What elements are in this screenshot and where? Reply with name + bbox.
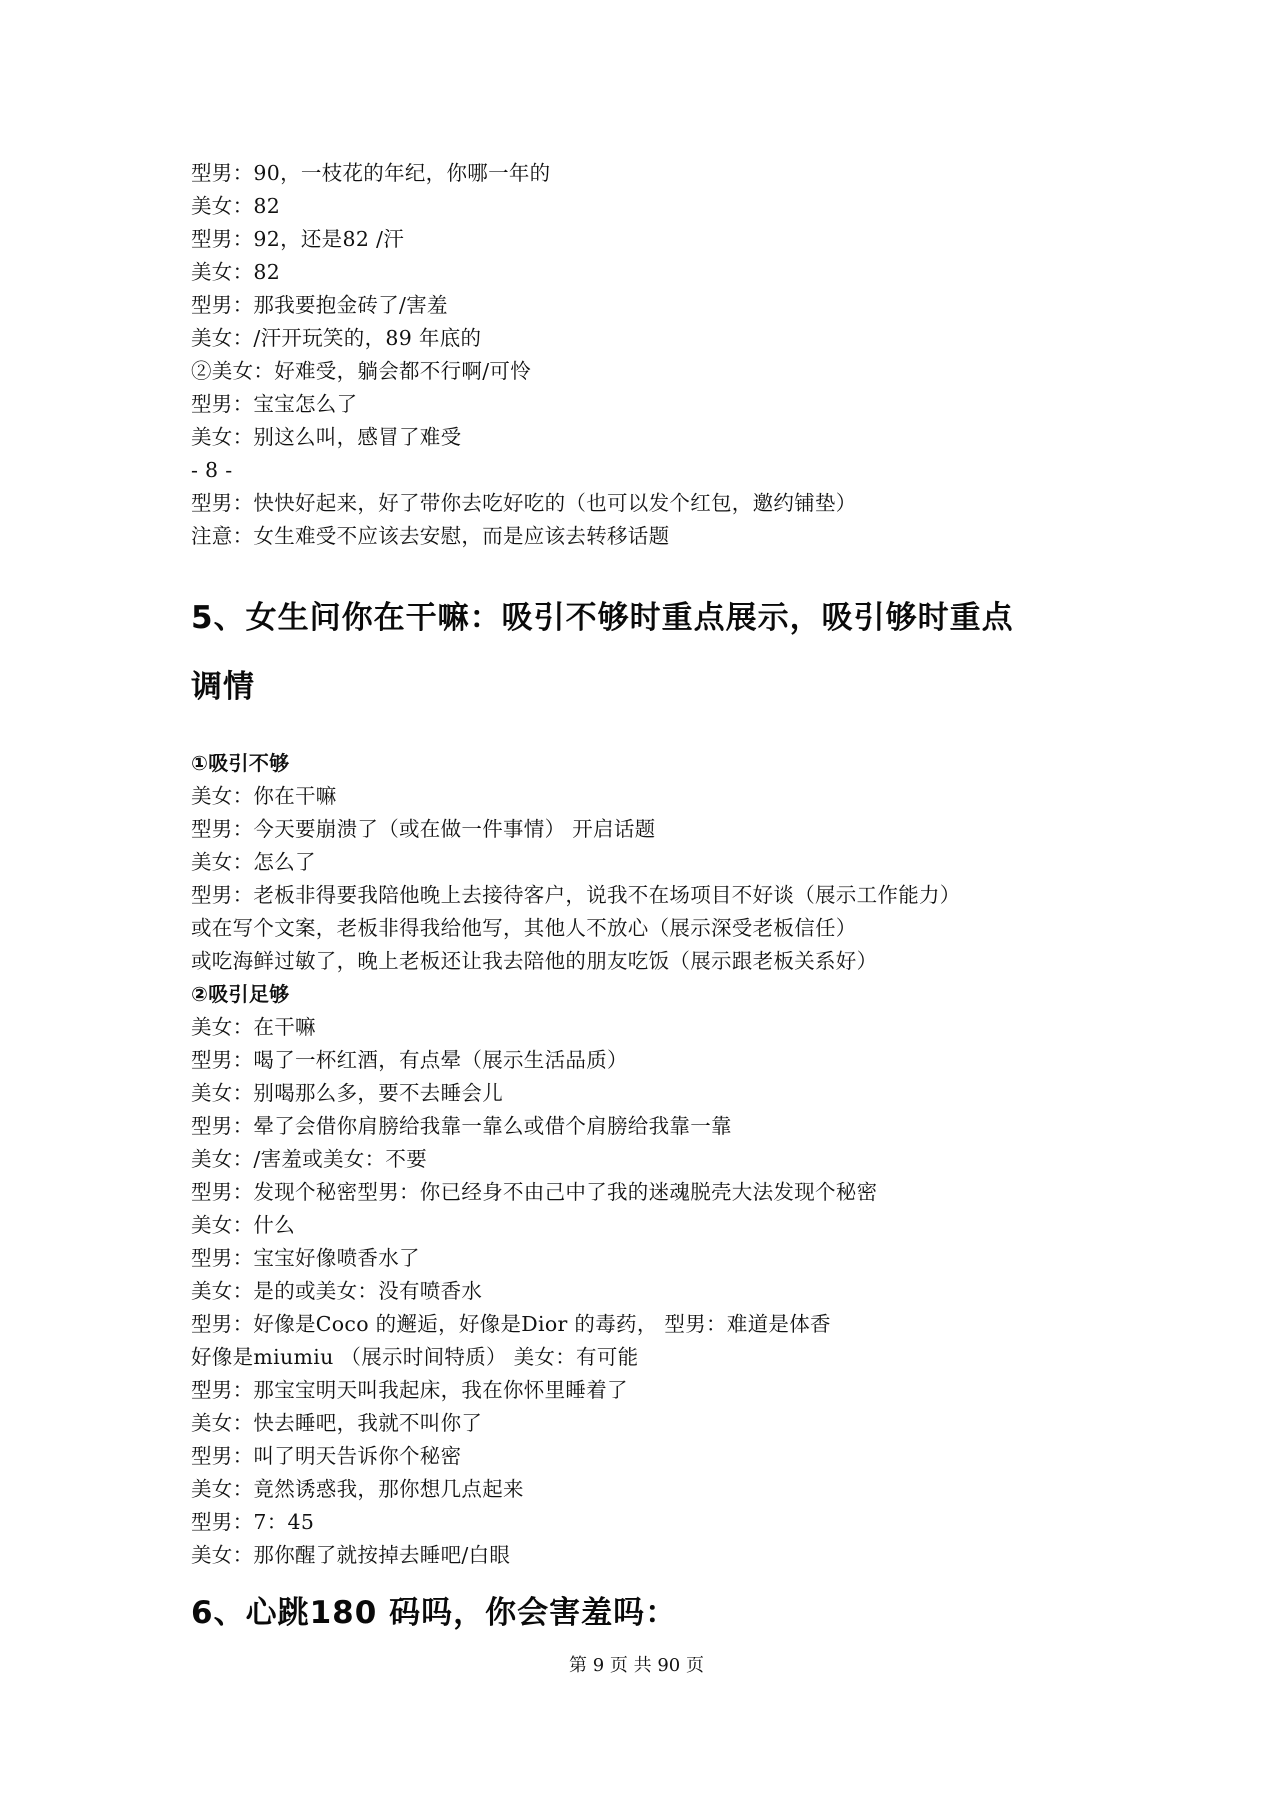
dialogue-line: 型男：那我要抱金砖了/害羞: [191, 293, 448, 317]
dialogue-line: 型男：喝了一杯红酒，有点晕（展示生活品质）: [191, 1048, 628, 1072]
dialogue-line: 型男：今天要崩溃了（或在做一件事情） 开启话题: [191, 817, 656, 841]
dialogue-line: 型男：快快好起来，好了带你去吃好吃的（也可以发个红包，邀约铺垫）: [191, 491, 857, 515]
page-footer: 第 9 页 共 90 页: [569, 1655, 704, 1676]
dialogue-line: 型男：发现个秘密型男：你已经身不由己中了我的迷魂脱壳大法发现个秘密: [191, 1180, 878, 1204]
dialogue-line: 或在写个文案，老板非得我给他写，其他人不放心（展示深受老板信任）: [191, 916, 857, 940]
section-heading-continued: 调情: [191, 669, 255, 705]
dialogue-line: 好像是miumiu （展示时间特质） 美女：有可能: [191, 1345, 639, 1369]
dialogue-line: 美女：什么: [191, 1213, 295, 1237]
dialogue-line: 美女：你在干嘛: [191, 784, 337, 808]
dialogue-line: 美女：/汗开玩笑的，89 年底的: [191, 326, 482, 350]
dialogue-line: 或吃海鲜过敏了，晚上老板还让我去陪他的朋友吃饭（展示跟老板关系好）: [191, 949, 878, 973]
inline-page-marker: - 8 -: [191, 458, 233, 482]
dialogue-line: 型男：宝宝怎么了: [191, 392, 358, 416]
subsection-label: ②吸引足够: [191, 982, 290, 1006]
dialogue-line: 美女：在干嘛: [191, 1015, 316, 1039]
dialogue-line: ②美女：好难受，躺会都不行啊/可怜: [191, 359, 532, 383]
dialogue-line: 美女：怎么了: [191, 850, 316, 874]
dialogue-line: 型男：那宝宝明天叫我起床，我在你怀里睡着了: [191, 1378, 628, 1402]
section-heading: 6、心跳180 码吗，你会害羞吗：: [191, 1595, 678, 1631]
dialogue-line: 美女：82: [191, 194, 281, 218]
note-line: 注意：女生难受不应该去安慰，而是应该去转移话题: [191, 524, 670, 548]
dialogue-line: 型男：7：45: [191, 1510, 315, 1534]
dialogue-line: 美女：是的或美女：没有喷香水: [191, 1279, 483, 1303]
dialogue-line: 型男：叫了明天告诉你个秘密: [191, 1444, 462, 1468]
dialogue-line: 美女：竟然诱惑我，那你想几点起来: [191, 1477, 524, 1501]
section-heading: 5、女生问你在干嘛：吸引不够时重点展示，吸引够时重点: [191, 600, 1014, 636]
dialogue-line: 型男：90，一枝花的年纪，你哪一年的: [191, 161, 551, 185]
dialogue-line: 美女：82: [191, 260, 281, 284]
dialogue-line: 美女：别喝那么多，要不去睡会儿: [191, 1081, 503, 1105]
dialogue-line: 美女：快去睡吧，我就不叫你了: [191, 1411, 483, 1435]
dialogue-line: 美女：别这么叫，感冒了难受: [191, 425, 462, 449]
dialogue-line: 型男：老板非得要我陪他晚上去接待客户，说我不在场项目不好谈（展示工作能力）: [191, 883, 961, 907]
dialogue-line: 美女：那你醒了就按掉去睡吧/白眼: [191, 1543, 511, 1567]
dialogue-line: 型男：好像是Coco 的邂逅，好像是Dior 的毒药， 型男：难道是体香: [191, 1312, 831, 1336]
dialogue-line: 美女：/害羞或美女：不要: [191, 1147, 428, 1171]
dialogue-line: 型男：宝宝好像喷香水了: [191, 1246, 420, 1270]
subsection-label: ①吸引不够: [191, 751, 290, 775]
dialogue-line: 型男：92，还是82 /汗: [191, 227, 404, 251]
dialogue-line: 型男：晕了会借你肩膀给我靠一靠么或借个肩膀给我靠一靠: [191, 1114, 732, 1138]
